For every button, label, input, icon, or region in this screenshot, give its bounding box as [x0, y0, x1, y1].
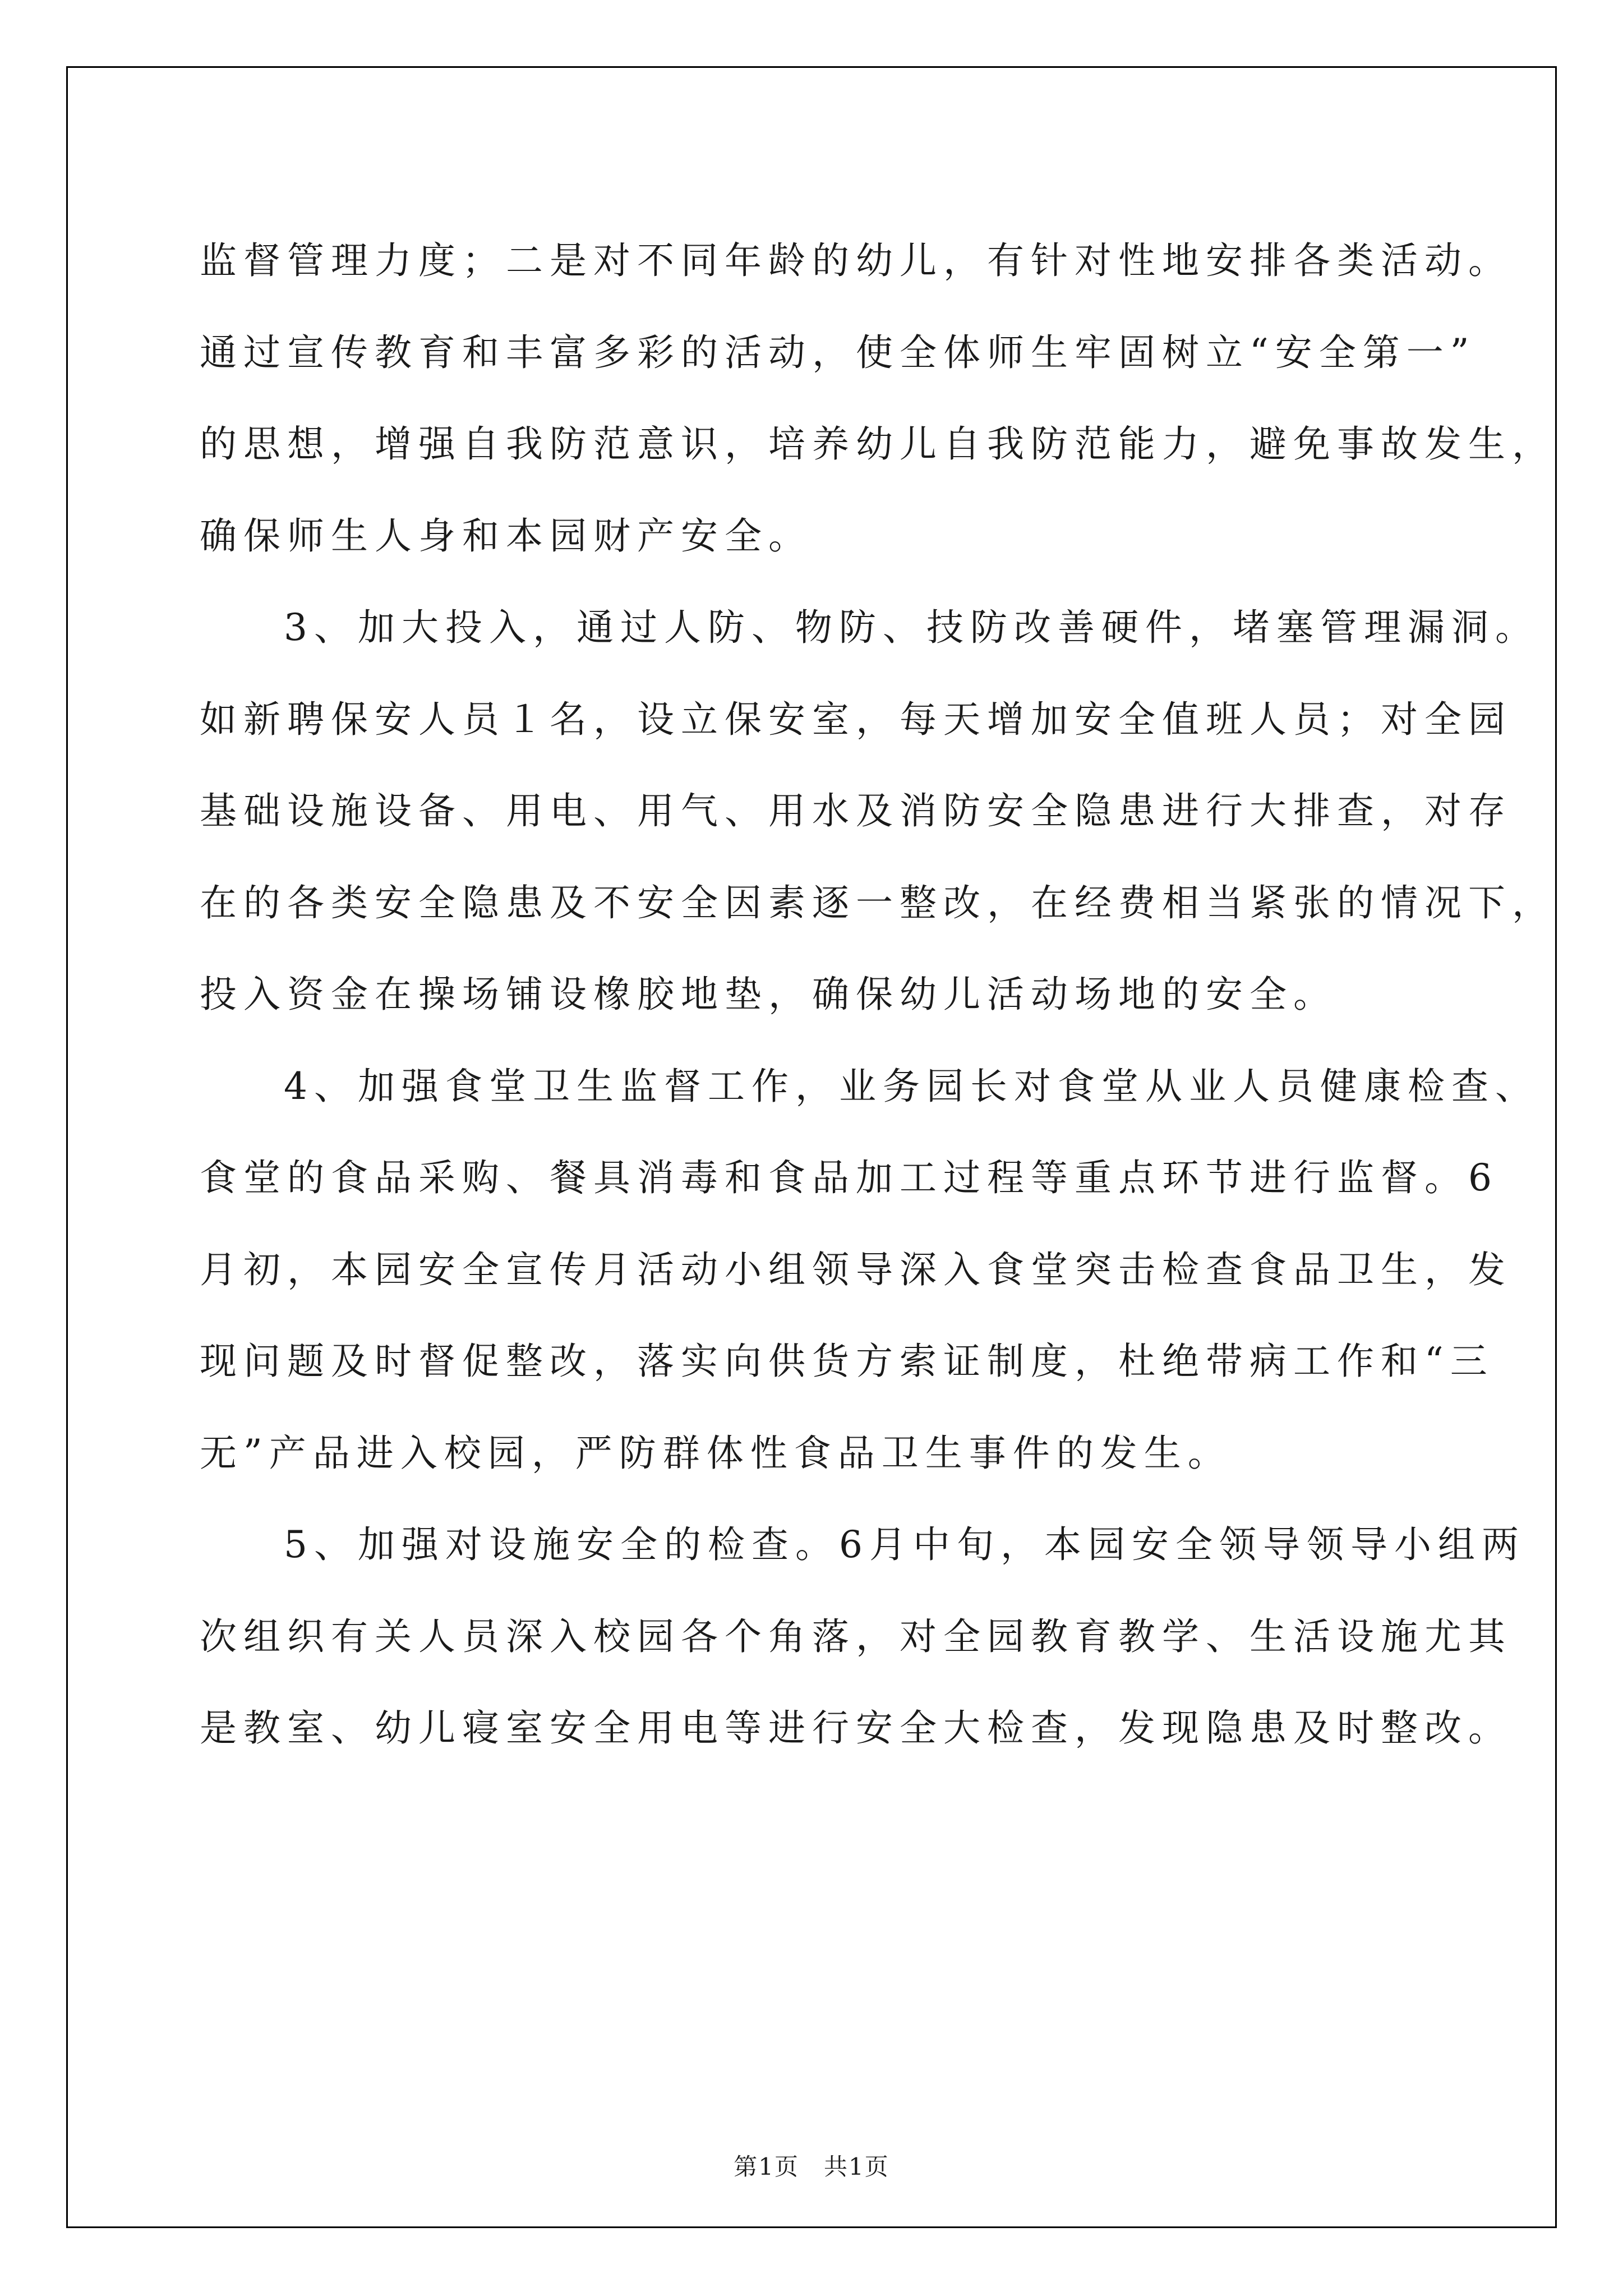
- text-line: 食堂的食品采购、餐具消毒和食品加工过程等重点环节进行监督。6: [200, 1156, 1498, 1199]
- paragraph-first-line: 4、加强食堂卫生监督工作，业务园长对食堂从业人员健康检查、: [284, 1064, 1539, 1108]
- page-total: 共1页: [824, 2153, 889, 2180]
- paragraph-first-line: 5、加强对设施安全的检查。6月中旬，本园安全领导领导小组两: [284, 1523, 1525, 1566]
- page-footer: [0, 2148, 1623, 2182]
- page-number: 第1页: [734, 2153, 799, 2180]
- text-line: 的思想，增强自我防范意识，培养幼儿自我防范能力，避免事故发生，: [200, 422, 1556, 466]
- text-line: 通过宣传教育和丰富多彩的活动，使全体师生牢固树立“安全第一”: [200, 330, 1476, 374]
- document-body: [200, 215, 1556, 1774]
- text-line: 是教室、幼儿寝室安全用电等进行安全大检查，发现隐患及时整改。: [200, 1706, 1512, 1750]
- text-line: 无”产品进入校园，严防群体性食品卫生事件的发生。: [200, 1431, 1232, 1475]
- text-line: 月初，本园安全宣传月活动小组领导深入食堂突击检查食品卫生，发: [200, 1248, 1512, 1291]
- text-line: 如新聘保安人员１名，设立保安室，每天增加安全值班人员；对全园: [200, 697, 1512, 741]
- text-line: 投入资金在操场铺设橡胶地垫，确保幼儿活动场地的安全。: [200, 973, 1337, 1016]
- text-line: 在的各类安全隐患及不安全因素逐一整改，在经费相当紧张的情况下，: [200, 881, 1556, 924]
- text-line: 监督管理力度；二是对不同年龄的幼儿，有针对性地安排各类活动。: [200, 239, 1512, 282]
- text-line: 次组织有关人员深入校园各个角落，对全园教育教学、生活设施尤其: [200, 1614, 1512, 1658]
- text-line: 确保师生人身和本园财产安全。: [200, 514, 812, 558]
- text-line: 现问题及时督促整改，落实向供货方索证制度，杜绝带病工作和“三: [200, 1340, 1494, 1383]
- text-line: 基础设施设备、用电、用气、用水及消防安全隐患进行大排查，对存: [200, 789, 1512, 832]
- paragraph-first-line: 3、加大投入，通过人防、物防、技防改善硬件，堵塞管理漏洞。: [284, 606, 1539, 649]
